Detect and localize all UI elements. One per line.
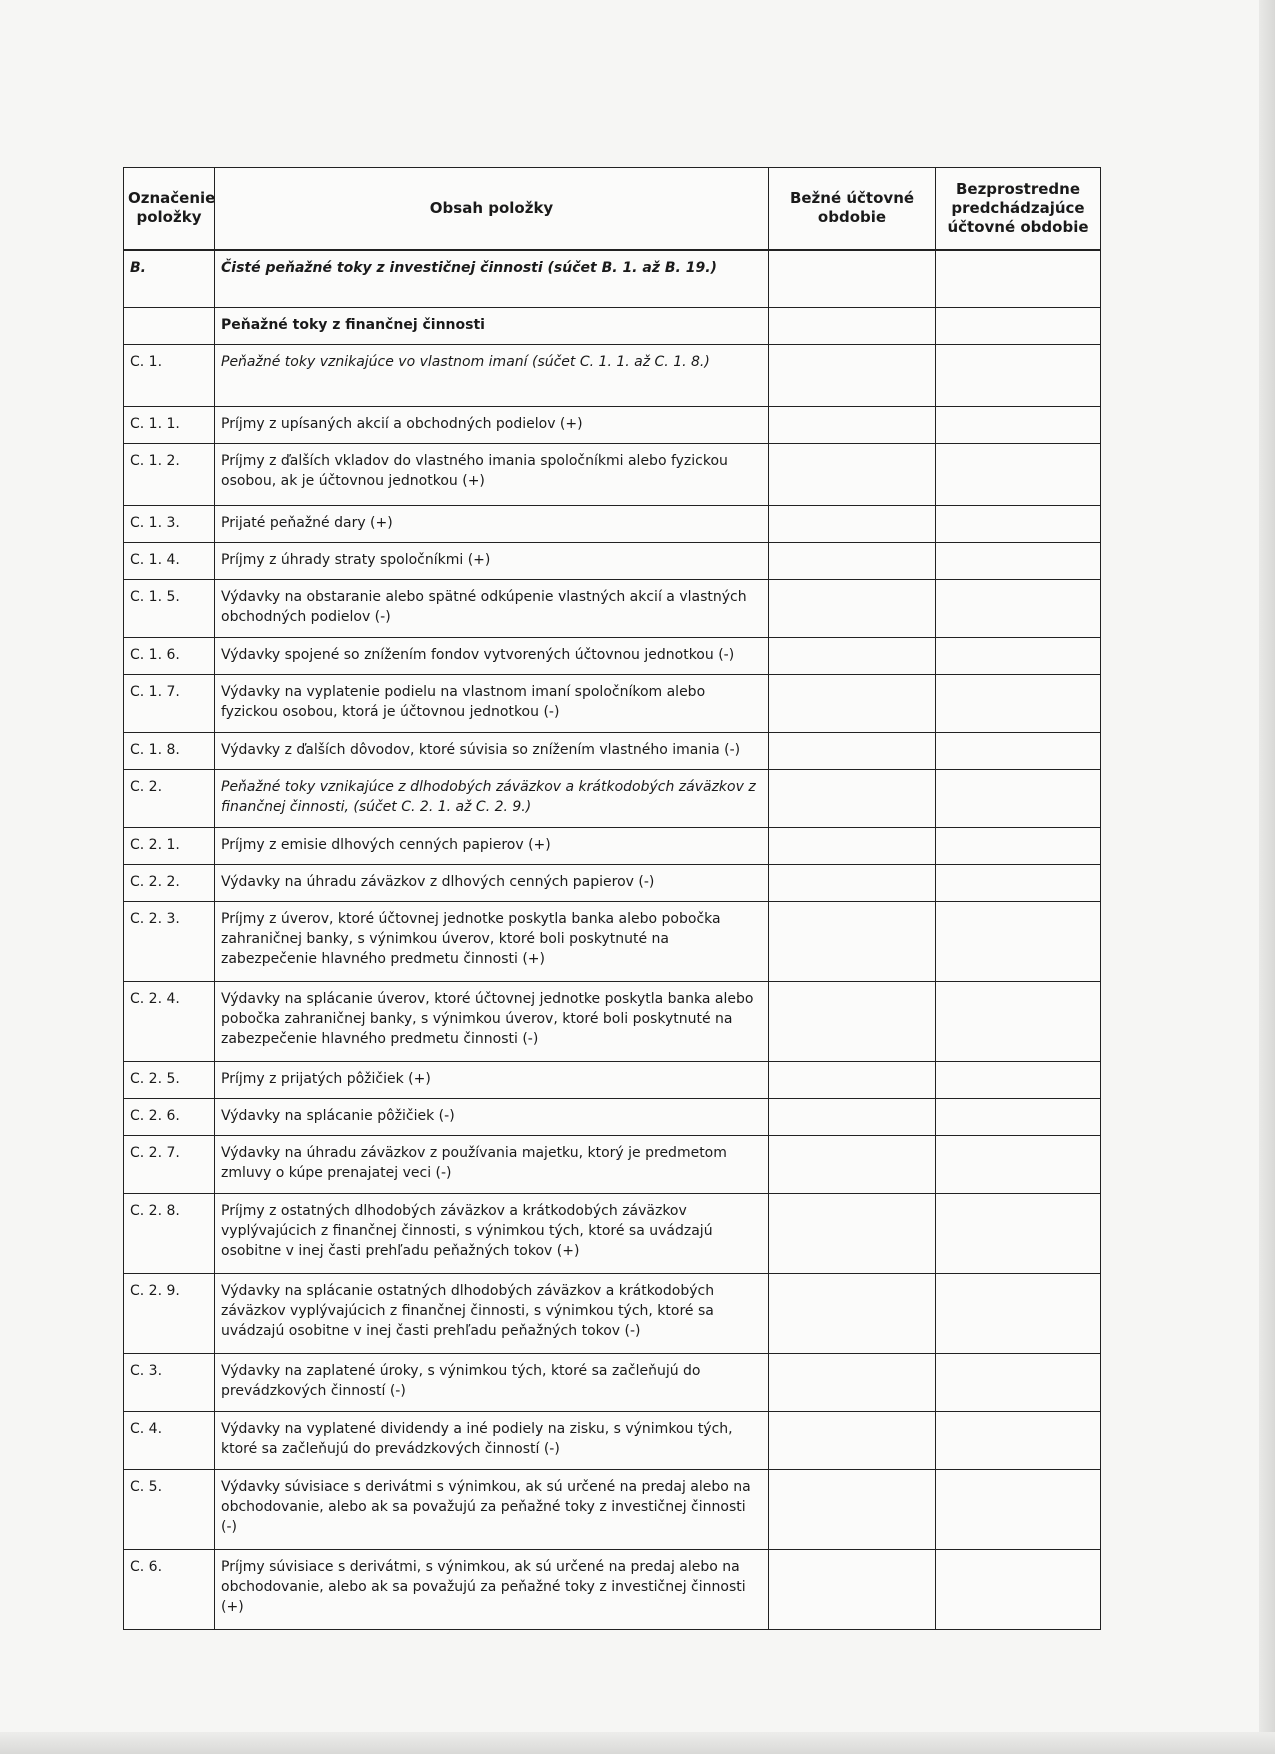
previous-period-cell[interactable] [936,1550,1101,1630]
previous-period-cell[interactable] [936,1194,1101,1274]
row-code: C. 1. 1. [124,407,215,444]
current-period-cell[interactable] [769,1274,936,1354]
table-row [124,982,1101,1062]
row-code: C. 2. 4. [124,982,215,1062]
table-row [124,407,1101,444]
table-row [124,733,1101,770]
row-code: C. 1. 3. [124,506,215,543]
table-row [124,444,1101,506]
table-row [124,1194,1101,1274]
table-row [124,770,1101,828]
previous-period-cell[interactable] [936,1136,1101,1194]
row-code: C. 2. 1. [124,828,215,865]
previous-period-cell[interactable] [936,902,1101,982]
current-period-cell[interactable] [769,308,936,345]
current-period-cell[interactable] [769,902,936,982]
previous-period-cell[interactable] [936,982,1101,1062]
current-period-cell[interactable] [769,770,936,828]
previous-period-cell[interactable] [936,506,1101,543]
page-edge [1259,0,1275,1754]
row-content: Výdavky na splácanie pôžičiek (-) [215,1099,769,1136]
current-period-cell[interactable] [769,543,936,580]
previous-period-cell[interactable] [936,250,1101,308]
table-row [124,675,1101,733]
table-row [124,638,1101,675]
current-period-cell[interactable] [769,1099,936,1136]
previous-period-cell[interactable] [936,828,1101,865]
previous-period-cell[interactable] [936,407,1101,444]
table-body [124,250,1101,1630]
previous-period-cell[interactable] [936,1470,1101,1550]
row-code: C. 2. 3. [124,902,215,982]
table-row [124,1354,1101,1412]
current-period-cell[interactable] [769,865,936,902]
current-period-cell[interactable] [769,444,936,506]
row-content: Príjmy z úhrady straty spoločníkmi (+) [215,543,769,580]
current-period-cell[interactable] [769,407,936,444]
current-period-cell[interactable] [769,506,936,543]
row-content: Peňažné toky vznikajúce z dlhodobých záväzkov a krátkodobých záväzkov z finančnej činnosti, (súčet C. 2. 1. až C. 2. 9.) [215,770,769,828]
row-content: Príjmy z emisie dlhových cenných papierov (+) [215,828,769,865]
row-content: Výdavky na úhradu záväzkov z používania majetku, ktorý je predmetom zmluvy o kúpe prenajatej veci (-) [215,1136,769,1194]
current-period-cell[interactable] [769,828,936,865]
row-code: C. 4. [124,1412,215,1470]
table-row [124,1136,1101,1194]
previous-period-cell[interactable] [936,770,1101,828]
previous-period-cell[interactable] [936,1412,1101,1470]
current-period-cell[interactable] [769,1354,936,1412]
current-period-cell[interactable] [769,982,936,1062]
row-content: Výdavky na vyplatené dividendy a iné podiely na zisku, s výnimkou tých, ktoré sa začleňujú do prevádzkových činností (-) [215,1412,769,1470]
row-content: Príjmy z prijatých pôžičiek (+) [215,1062,769,1099]
page-bottom-edge [0,1732,1275,1754]
previous-period-cell[interactable] [936,1062,1101,1099]
row-code: C. 2. 8. [124,1194,215,1274]
table-row [124,506,1101,543]
row-code: B. [124,250,215,308]
row-code: C. 3. [124,1354,215,1412]
current-period-cell[interactable] [769,1136,936,1194]
current-period-cell[interactable] [769,1550,936,1630]
current-period-cell[interactable] [769,675,936,733]
previous-period-cell[interactable] [936,580,1101,638]
table-header-row [124,168,1101,250]
previous-period-cell[interactable] [936,1274,1101,1354]
table-row [124,1099,1101,1136]
row-content: Príjmy z ďalších vkladov do vlastného imania spoločníkmi alebo fyzickou osobou, ak je účtovnou jednotkou (+) [215,444,769,506]
row-code: C. 1. 5. [124,580,215,638]
row-content: Výdavky spojené so znížením fondov vytvorených účtovnou jednotkou (-) [215,638,769,675]
header-content: Obsah položky [215,168,769,250]
table-row [124,902,1101,982]
previous-period-cell[interactable] [936,308,1101,345]
row-content: Výdavky na úhradu záväzkov z dlhových cenných papierov (-) [215,865,769,902]
row-code: C. 1. 7. [124,675,215,733]
row-content: Peňažné toky z finančnej činnosti [215,308,769,345]
current-period-cell[interactable] [769,1470,936,1550]
row-code: C. 2. 7. [124,1136,215,1194]
row-code: C. 2. 9. [124,1274,215,1354]
header-code: Označenie položky [124,168,215,250]
current-period-cell[interactable] [769,1194,936,1274]
table-row [124,250,1101,308]
header-previous-period: Bezprostredne predchádzajúce účtovné obdobie [936,168,1101,250]
previous-period-cell[interactable] [936,865,1101,902]
previous-period-cell[interactable] [936,345,1101,407]
previous-period-cell[interactable] [936,733,1101,770]
row-content: Príjmy súvisiace s derivátmi, s výnimkou, ak sú určené na predaj alebo na obchodovanie, alebo ak sa považujú za peňažné toky z investičnej činnosti (+) [215,1550,769,1630]
row-content: Prijaté peňažné dary (+) [215,506,769,543]
row-content: Peňažné toky vznikajúce vo vlastnom imaní (súčet C. 1. 1. až C. 1. 8.) [215,345,769,407]
previous-period-cell[interactable] [936,1099,1101,1136]
row-content: Príjmy z ostatných dlhodobých záväzkov a krátkodobých záväzkov vyplývajúcich z finančnej činnosti, s výnimkou tých, ktoré sa uvádzajú osobitne v inej časti prehľadu peňažných tokov (+) [215,1194,769,1274]
table-row [124,543,1101,580]
current-period-cell[interactable] [769,638,936,675]
table-row [124,1412,1101,1470]
row-code: C. 2. 6. [124,1099,215,1136]
row-content: Výdavky na zaplatené úroky, s výnimkou tých, ktoré sa začleňujú do prevádzkových činností (-) [215,1354,769,1412]
row-code: C. 1. 4. [124,543,215,580]
row-content: Výdavky súvisiace s derivátmi s výnimkou, ak sú určené na predaj alebo na obchodovanie, alebo ak sa považujú za peňažné toky z investičnej činnosti (-) [215,1470,769,1550]
row-content: Výdavky na splácanie úverov, ktoré účtovnej jednotke poskytla banka alebo pobočka zahraničnej banky, s výnimkou úverov, ktoré boli poskytnuté na zabezpečenie hlavného predmetu činnosti (-) [215,982,769,1062]
row-code: C. 1. 8. [124,733,215,770]
current-period-cell[interactable] [769,733,936,770]
cash-flow-table [123,167,1101,1630]
previous-period-cell[interactable] [936,444,1101,506]
previous-period-cell[interactable] [936,638,1101,675]
row-content: Príjmy z upísaných akcií a obchodných podielov (+) [215,407,769,444]
table-row [124,345,1101,407]
current-period-cell[interactable] [769,580,936,638]
table-row [124,1274,1101,1354]
table-row [124,1062,1101,1099]
table-row [124,828,1101,865]
previous-period-cell[interactable] [936,1354,1101,1412]
table-row [124,308,1101,345]
row-code: C. 2. [124,770,215,828]
row-code: C. 6. [124,1550,215,1630]
row-code [124,308,215,345]
previous-period-cell[interactable] [936,543,1101,580]
row-code: C. 5. [124,1470,215,1550]
row-code: C. 1. [124,345,215,407]
row-code: C. 2. 5. [124,1062,215,1099]
header-current-period: Bežné účtovné obdobie [769,168,936,250]
row-code: C. 2. 2. [124,865,215,902]
table-row [124,865,1101,902]
row-code: C. 1. 2. [124,444,215,506]
row-content: Čisté peňažné toky z investičnej činnosti (súčet B. 1. až B. 19.) [215,250,769,308]
current-period-cell[interactable] [769,1062,936,1099]
row-content: Výdavky na vyplatenie podielu na vlastnom imaní spoločníkom alebo fyzickou osobou, ktorá je účtovnou jednotkou (-) [215,675,769,733]
previous-period-cell[interactable] [936,675,1101,733]
row-content: Príjmy z úverov, ktoré účtovnej jednotke poskytla banka alebo pobočka zahraničnej banky, s výnimkou úverov, ktoré boli poskytnuté na zabezpečenie hlavného predmetu činnosti (+) [215,902,769,982]
row-content: Výdavky na splácanie ostatných dlhodobých záväzkov a krátkodobých záväzkov vyplývajúcich z finančnej činnosti, s výnimkou tých, ktoré sa uvádzajú osobitne v inej časti prehľadu peňažných tokov (-) [215,1274,769,1354]
row-content: Výdavky na obstaranie alebo spätné odkúpenie vlastných akcií a vlastných obchodných podielov (-) [215,580,769,638]
current-period-cell[interactable] [769,345,936,407]
table-row [124,580,1101,638]
row-code: C. 1. 6. [124,638,215,675]
current-period-cell[interactable] [769,250,936,308]
current-period-cell[interactable] [769,1412,936,1470]
table-row [124,1550,1101,1630]
row-content: Výdavky z ďalších dôvodov, ktoré súvisia so znížením vlastného imania (-) [215,733,769,770]
table-row [124,1470,1101,1550]
